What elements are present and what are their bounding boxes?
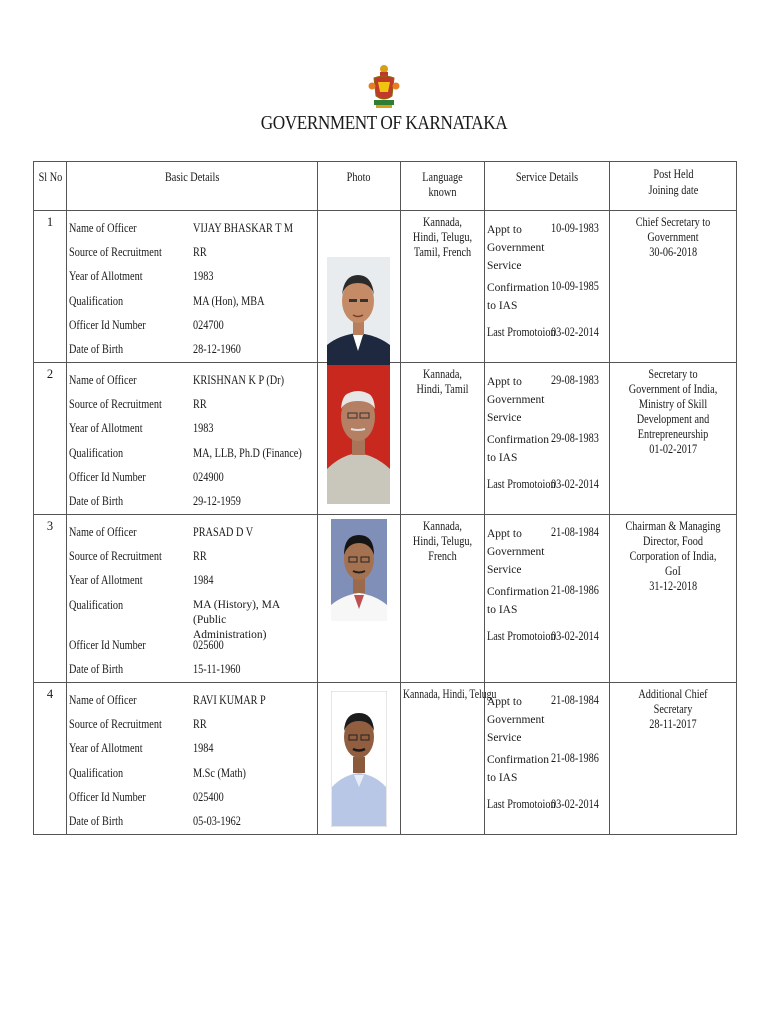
language-cell: Kannada, Hindi, Tamil	[401, 363, 485, 515]
table-header-row	[34, 162, 737, 211]
table-row	[34, 683, 737, 835]
photo-cell	[318, 211, 401, 363]
table-row	[34, 363, 737, 515]
language-cell: Kannada, Hindi, Telugu, Tamil, French	[401, 211, 485, 363]
post-held-cell: Chief Secretary to Government 30-06-2018	[610, 211, 737, 363]
photo-cell	[318, 363, 401, 515]
column-header-basic-details: Basic Details	[67, 162, 318, 211]
sl-no-cell: 3	[34, 515, 67, 683]
sl-no-cell: 1	[34, 211, 67, 363]
photo-cell	[318, 515, 401, 683]
basic-details-cell: Name of Officer RAVI KUMAR P Source of Recruitment RR Year of Allotment 1984 Qualification M.Sc (Math) Officer Id Number 025400 Date of Birth 05-03-1962	[67, 683, 318, 835]
column-header-photo: Photo	[318, 162, 401, 211]
officer-name: RAVI KUMAR P	[193, 693, 266, 707]
column-header-language: Language known	[401, 162, 485, 211]
sl-no-cell: 4	[34, 683, 67, 835]
page-title: GOVERNMENT OF KARNATAKA	[260, 112, 508, 134]
column-header-service-details: Service Details	[485, 162, 610, 211]
sl-no-cell: 2	[34, 363, 67, 515]
service-details-cell: Appt to Government Service 21-08-1984 Confirmation to IAS 21-08-1986 Last Promotoion 03-02-2014	[485, 683, 610, 835]
service-details-cell: Appt to Government Service 21-08-1984 Confirmation to IAS 21-08-1986 Last Promotoion 03-02-2014	[485, 515, 610, 683]
officers-table	[33, 161, 737, 835]
officer-name: VIJAY BHASKAR T M	[193, 221, 293, 235]
service-details-cell: Appt to Government Service 10-09-1983 Confirmation to IAS 10-09-1985 Last Promotoion 03-02-2014	[485, 211, 610, 363]
service-details-cell: Appt to Government Service 29-08-1983 Confirmation to IAS 29-08-1983 Last Promotoion 03-02-2014	[485, 363, 610, 515]
basic-details-cell: Name of Officer KRISHNAN K P (Dr) Source of Recruitment RR Year of Allotment 1983 Qualification MA, LLB, Ph.D (Finance) Officer Id Number 024900 Date of Birth 29-12-1959	[67, 363, 318, 515]
karnataka-emblem-icon	[368, 62, 400, 110]
officer-photo	[331, 691, 387, 827]
post-held-cell: Secretary to Government of India, Ministry of Skill Development and Entrepreneurship 01-02-2017	[610, 363, 737, 515]
post-held-cell: Chairman & Managing Director, Food Corporation of India, GoI 31-12-2018	[610, 515, 737, 683]
basic-details-cell: Name of Officer PRASAD D V Source of Recruitment RR Year of Allotment 1984 Qualification MA (History), MA (Public Administration) Officer Id Number 025600 Date of Birth 15-11-1960	[67, 515, 318, 683]
officer-photo	[327, 257, 390, 367]
table-row	[34, 211, 737, 363]
officer-name: PRASAD D V	[193, 525, 254, 539]
column-header-sl-no: Sl No	[34, 162, 67, 211]
basic-details-cell: Name of Officer VIJAY BHASKAR T M Source of Recruitment RR Year of Allotment 1983 Qualification MA (Hon), MBA Officer Id Number 024700 Date of Birth 28-12-1960	[67, 211, 318, 363]
photo-cell	[318, 683, 401, 835]
officer-name: KRISHNAN K P (Dr)	[193, 373, 285, 387]
language-cell: Kannada, Hindi, Telugu	[401, 683, 485, 835]
column-header-post-held: Post Held Joining date	[610, 162, 737, 211]
post-held-cell: Additional Chief Secretary 28-11-2017	[610, 683, 737, 835]
officer-photo	[331, 519, 387, 657]
table-row	[34, 515, 737, 683]
officer-photo	[327, 365, 390, 504]
language-cell: Kannada, Hindi, Telugu, French	[401, 515, 485, 683]
